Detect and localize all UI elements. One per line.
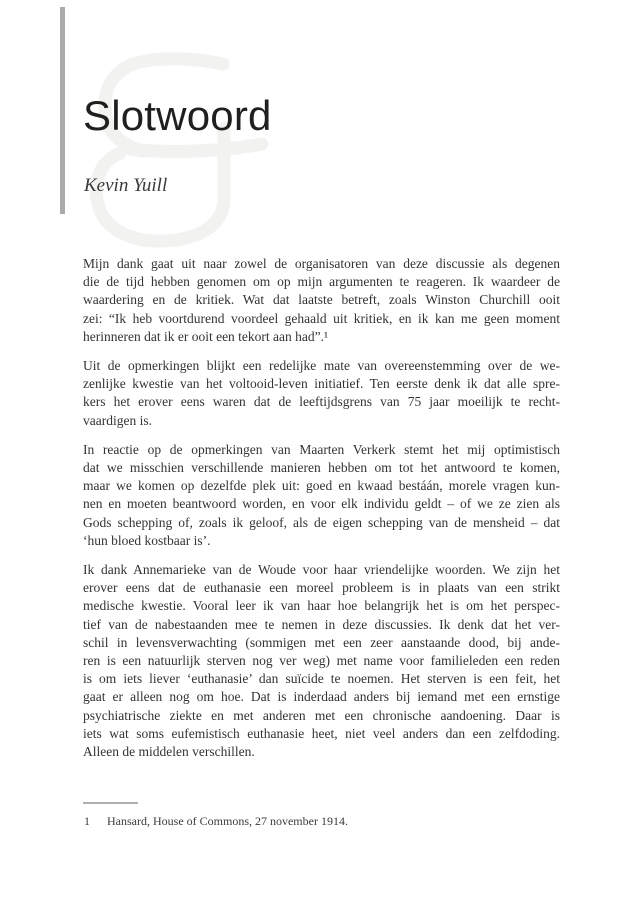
paragraph-line: maar we komen op dezelfde plek uit: goed en kwaad bestáán, morele vragen kun-: [83, 478, 560, 494]
paragraph-line: zei: “Ik heb voortdurend voordeel gehaald uit kritiek, en ik kan me geen moment: [83, 310, 560, 326]
paragraph-line: die de tijd hebben genomen om op mijn argumenten te reageren. Ik waardeer de: [83, 274, 560, 290]
paragraph-line: ‘hun bloed kostbaar is’.: [83, 532, 211, 548]
paragraph-line: vaardigen is.: [83, 412, 152, 428]
chapter-author: Kevin Yuill: [84, 175, 168, 196]
paragraph-line: Mijn dank gaat uit naar zowel de organisatoren van deze discussie als degenen: [83, 256, 560, 271]
footnote-text: Hansard, House of Commons, 27 november 1914.: [107, 814, 348, 828]
paragraph-line: herinneren dat ik er ooit een tekort aan had”.¹: [83, 328, 329, 344]
footnote: [84, 814, 561, 829]
footnote-divider: [83, 802, 138, 804]
paragraph-line: tief van de nabestaanden mee te nemen in deze discussies. Ik denk dat het ver-: [83, 616, 560, 632]
paragraph-line: psychiatrische ziekte en met anderen met een chronische aandoening. Daar is: [83, 707, 560, 723]
paragraph: [83, 255, 560, 346]
paragraph-line: medische kwestie. Vooral leer ik van haar hoe belangrijk het is om het perspec-: [83, 598, 560, 614]
paragraph: [83, 561, 560, 761]
paragraph-line: waardering en de kritiek. Wat dat laatste betreft, zoals Winston Churchill ooit: [83, 292, 560, 308]
body-text: [83, 255, 560, 761]
paragraph-line: Uit de opmerkingen blijkt een redelijke mate van overeenstemming over de we-: [83, 358, 560, 374]
paragraph-line: zenlijke kwestie van het voltooid-leven initiatief. Ten eerste denk ik dat alle spre-: [83, 376, 560, 392]
paragraph-line: is om iets liever ‘euthanasie’ dan suïcide te noemen. Het sterven is een feit, het: [83, 671, 560, 687]
paragraph-line: ren is een natuurlijk sterven nog ver weg) met name voor familieleden een reden: [83, 653, 560, 669]
paragraph-line: nen en moeten beantwoord worden, en voor elk individu geldt – of we ze zien als: [83, 496, 560, 512]
margin-bar: [60, 7, 65, 214]
paragraph-line: Ik dank Annemarieke van de Woude voor haar vriendelijke woorden. We zijn het: [83, 562, 560, 578]
paragraph: [83, 441, 560, 550]
paragraph-line: gaat er alleen nog om hoe. Dat is inderdaad anders bij iemand met een ernstige: [83, 689, 560, 705]
paragraph-line: erover eens dat de euthanasie een moreel probleem is in plaats van een strikt: [83, 580, 560, 596]
paragraph-line: kers het erover eens waren dat de leeftijdsgrens van 75 jaar moeilijk te recht-: [83, 394, 560, 410]
footnote-marker: 1: [84, 814, 90, 828]
paragraph-line: Alleen de middelen verschillen.: [83, 744, 255, 760]
paragraph-line: schil in levensverwachting (sommigen met een zeer aanstaande dood, bij ande-: [83, 634, 560, 650]
ampersand-glyph: [90, 50, 275, 250]
chapter-title: Slotwoord: [83, 92, 272, 139]
paragraph-line: Gods schepping of, zoals ik geloof, als de eigen schepping van de mensheid – dat: [83, 514, 560, 530]
paragraph: [83, 357, 560, 430]
paragraph-line: In reactie op de opmerkingen van Maarten Verkerk stemt het mij optimistisch: [83, 441, 560, 457]
paragraph-line: dat we misschien verschillende manieren hebben om tot het antwoord te komen,: [83, 460, 560, 476]
paragraph-line: iets wat soms eufemistisch euthanasie heet, niet veel anders dan een zelfdoding.: [83, 725, 560, 741]
